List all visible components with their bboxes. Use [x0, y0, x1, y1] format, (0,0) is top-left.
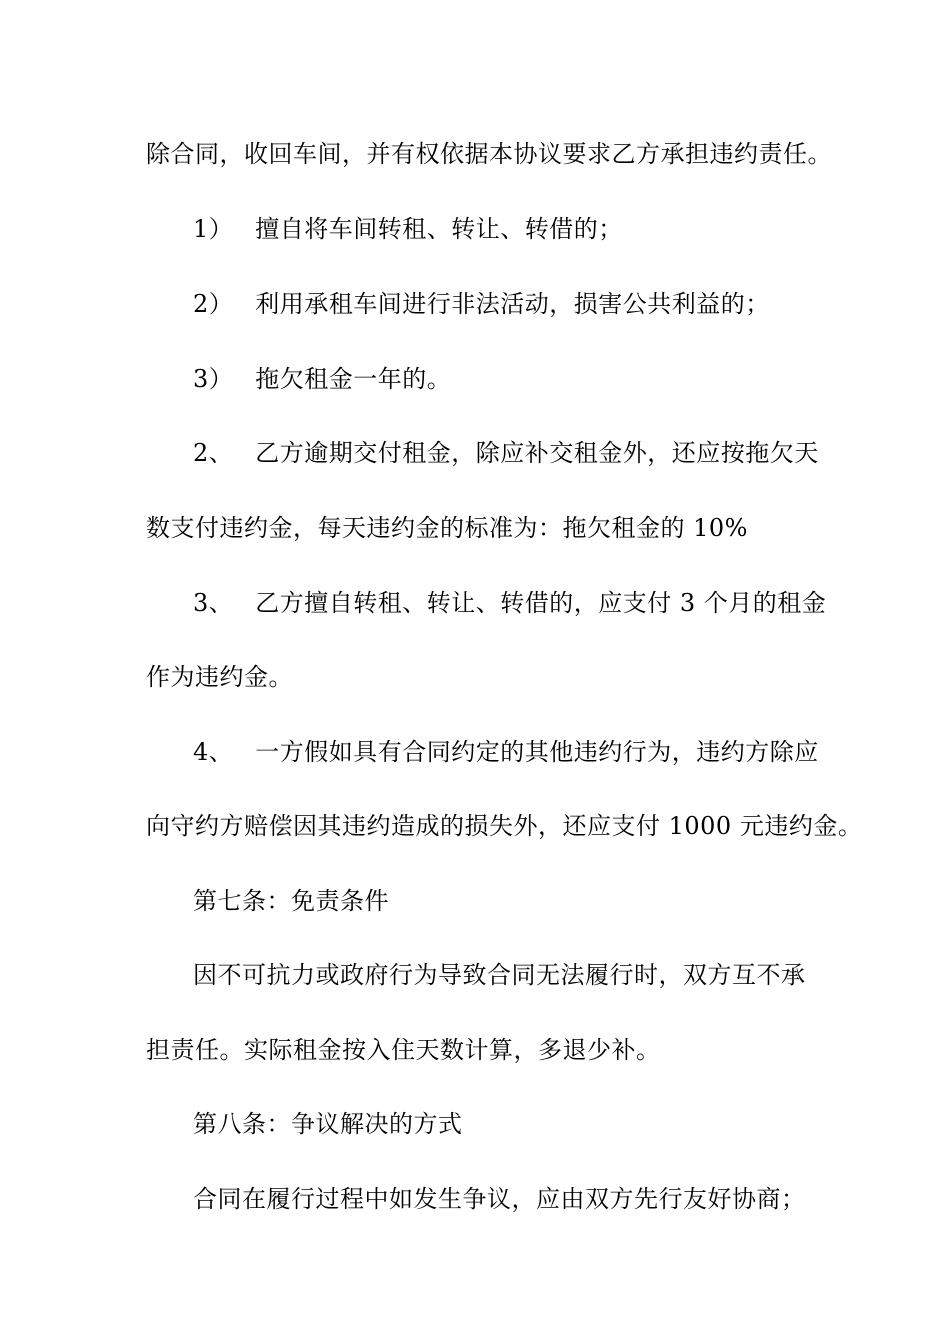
- paragraph-line: [193, 959, 806, 991]
- item-text: 拖欠租金一年的。: [255, 365, 452, 393]
- line-text: 担责任。实际租金按入住天数计算，多退少补。: [146, 1036, 661, 1064]
- paragraph-line: [146, 661, 293, 693]
- item-number: 2、: [193, 439, 234, 467]
- paragraph-line: [193, 1183, 806, 1215]
- item-number: 4、: [193, 738, 234, 766]
- paragraph-line: [146, 810, 862, 842]
- line-text: 合同在履行过程中如发生争议，应由双方先行友好协商；: [193, 1185, 806, 1213]
- heading-text: 第八条：争议解决的方式: [193, 1110, 463, 1138]
- paragraph-line: [146, 138, 832, 170]
- section-heading: [193, 885, 389, 917]
- list-item: [193, 213, 623, 245]
- section-heading: [193, 1108, 463, 1140]
- item-number: 3、: [193, 589, 234, 617]
- paragraph-line: [146, 512, 748, 544]
- list-item: [193, 363, 451, 395]
- item-text: 擅自将车间转租、转让、转借的；: [255, 215, 623, 243]
- item-number: 3）: [193, 365, 234, 393]
- list-item: [193, 736, 819, 768]
- item-number: 1）: [193, 215, 234, 243]
- item-text: 一方假如具有合同约定的其他违约行为，违约方除应: [255, 738, 819, 766]
- list-item: [193, 437, 819, 469]
- line-text: 向守约方赔偿因其违约造成的损失外，还应支付 1000 元违约金。: [146, 812, 863, 840]
- item-text: 乙方擅自转租、转让、转借的，应支付 3 个月的租金: [255, 589, 827, 617]
- line-text: 除合同，收回车间，并有权依据本协议要求乙方承担违约责任。: [146, 140, 832, 168]
- line-text: 因不可抗力或政府行为导致合同无法履行时，双方互不承: [193, 961, 806, 989]
- heading-text: 第七条：免责条件: [193, 887, 389, 915]
- list-item: [193, 288, 770, 320]
- list-item: [193, 587, 826, 619]
- item-text: 利用承租车间进行非法活动，损害公共利益的；: [255, 290, 770, 318]
- line-text: 作为违约金。: [146, 663, 293, 691]
- item-text: 乙方逾期交付租金，除应补交租金外，还应按拖欠天: [255, 439, 819, 467]
- paragraph-line: [146, 1034, 661, 1066]
- item-number: 2）: [193, 290, 234, 318]
- line-text: 数支付违约金，每天违约金的标准为：拖欠租金的 10%: [146, 514, 748, 542]
